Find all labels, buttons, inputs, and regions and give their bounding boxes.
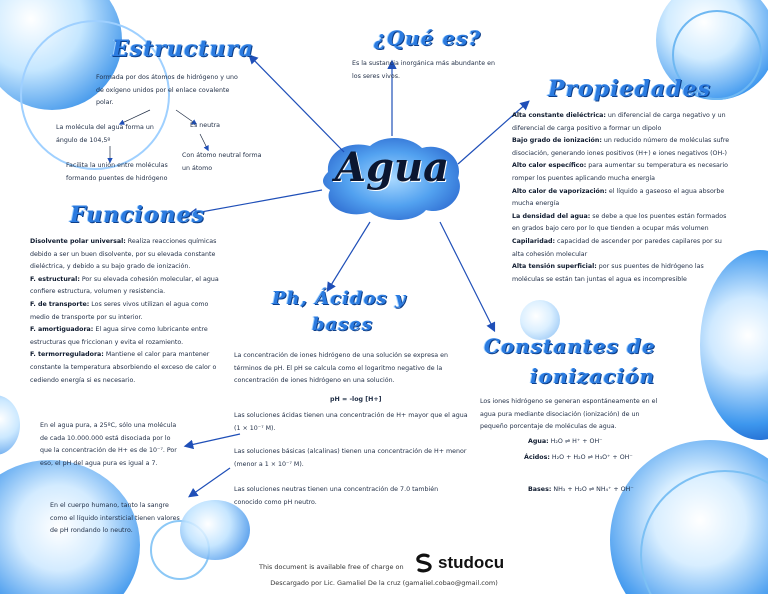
estructura-neutra: Es neutra — [190, 122, 221, 129]
ph-title: Ph, Ácidos y — [272, 288, 407, 309]
ph-title-line2: bases — [312, 314, 373, 335]
studocu-brand[interactable] — [414, 551, 504, 575]
arrow-to-constantes — [440, 222, 494, 330]
ph-basicas: Las soluciones básicas (alcalinas) tienen una concentración de H+ menor (menor a 1 × 10⁻⁷ M). — [234, 448, 467, 468]
propiedad-item: Alto calor de vaporización: el líquido a gaseoso el agua absorbe mucha energía — [512, 187, 725, 208]
funcion-item: F. amortiguadora: El agua sirve como lubricante entre estructuras que friccionan y evita el rozamiento. — [30, 326, 208, 346]
constante-acidos: Ácidos: H₂O + H₂O ⇌ H₃O⁺ + OH⁻ — [524, 454, 633, 461]
propiedad-item: La densidad del agua: se debe a que los puentes están formados en grados bajo cero por lo que tienden a ocupar más volumen — [512, 212, 727, 233]
estructura-angulo: La molécula del agua forma un ángulo de 104,5º — [56, 124, 154, 144]
propiedades-title: Propiedades — [548, 76, 711, 102]
constantes-text: Los iones hidrógeno se generan espontáneamente en el agua pura mediante disociación (ionización) de un pequeño porcentaje de moléculas de agua. — [480, 398, 658, 431]
constante-bases: Bases: NH₃ + H₂O ⇌ NH₄⁺ + OH⁻ — [528, 486, 634, 493]
funciones-title: Funciones — [70, 202, 206, 228]
constantes-title: Constantes de — [484, 334, 656, 358]
propiedad-item: Capilaridad: capacidad de ascender por paredes capilares por su alta cohesión molecular — [512, 237, 722, 258]
estructura-tetra: Con átomo neutral forma un átomo — [182, 152, 262, 172]
funcion-item: Disolvente polar universal: Realiza reacciones químicas debido a ser un buen disolvente, por su elevada constante dieléctrica, y debido a su bajo grado de ionización. — [30, 238, 217, 271]
constantes-title-line2: ionización — [530, 364, 656, 388]
funcion-item: F. de transporte: Los seres vivos utilizan el agua como medio de transporte por su interior. — [30, 300, 209, 321]
arrow-to-side2 — [190, 468, 230, 496]
funciones-list — [30, 236, 228, 387]
studocu-logo-icon — [414, 553, 434, 573]
estructura-title: Estructura — [112, 36, 255, 62]
arrow-to-estructura — [250, 56, 344, 152]
funcion-item: F. termorreguladora: Mantiene el calor para mantener constante la temperatura absorbiendo el exceso de calor o cediendo energía si es necesario. — [30, 351, 217, 384]
ph-definition: La concentración de iones hidrógeno de una solución se expresa en términos de pH. El pH se calcula como el logaritmo negativo de la concentración de iones hidrógeno en una solución. — [234, 352, 448, 385]
arrow-to-side1 — [186, 434, 240, 446]
center-title: Agua — [334, 144, 449, 191]
download-credit: Descargado por Lic. Gamaliel De la cruz (gamaliel.cobao@gmail.com) — [270, 579, 498, 587]
ph-acidas: Las soluciones ácidas tienen una concentración de H+ mayor que el agua (1 × 10⁻⁷ M). — [234, 412, 468, 432]
propiedad-item: Alta constante dieléctrica: un diferencial de carga negativo y un diferencial de carga positivo a formar un dipolo — [512, 112, 726, 132]
estructura-intro: Formada por dos átomos de hidrógeno y uno de oxígeno unidos por el enlace covalente polar. — [96, 74, 238, 107]
propiedad-item: Bajo grado de ionización: un reducido número de moléculas sufre disociación, generando iones positivos (H+) e iones negativos (OH-) — [512, 137, 730, 157]
ph-neutras: Las soluciones neutras tienen una concentración de 7.0 también conocido como pH neutro. — [234, 486, 439, 506]
que-es-text: Es la sustancia inorgánica más abundante en los seres vivos. — [352, 60, 495, 80]
arrow-to-funciones — [190, 190, 322, 214]
propiedades-list — [512, 110, 730, 286]
available-notice: This document is available free of charge on — [259, 563, 404, 571]
estructura-union: Facilita la unión entre moléculas formando puentes de hidrógeno — [66, 162, 168, 182]
propiedad-item: Alta tensión superficial: por sus puentes de hidrógeno las moléculas se están tan juntas el agua es incompresible — [512, 263, 704, 283]
studocu-wordmark: studocu — [438, 553, 505, 572]
arrow-estructura-tetra — [200, 134, 208, 150]
ph-agua-pura: En el agua pura, a 25ºC, sólo una molécula de cada 10.000.000 está disociada por lo que la concentración de H+ es de 10⁻⁷. Por eso, el pH del agua pura es igual a 7. — [40, 422, 177, 467]
arrow-to-ph — [328, 222, 370, 290]
ph-formula: pH = -log [H+] — [330, 396, 382, 403]
ph-cuerpo-humano: En el cuerpo humano, tanto la sangre como el líquido intersticial tienen valores de pH rondando lo neutro. — [50, 502, 180, 535]
propiedad-item: Alto calor específico: para aumentar su temperatura es necesario romper los puentes aplicando mucha energía — [512, 162, 729, 182]
funcion-item: F. estructural: Por su elevada cohesión molecular, el agua confiere estructura, volumen y resistencia. — [30, 275, 219, 296]
que-es-title: ¿Qué es? — [374, 26, 482, 50]
constante-agua: Agua: H₂O ⇌ H⁺ + OH⁻ — [528, 438, 603, 445]
